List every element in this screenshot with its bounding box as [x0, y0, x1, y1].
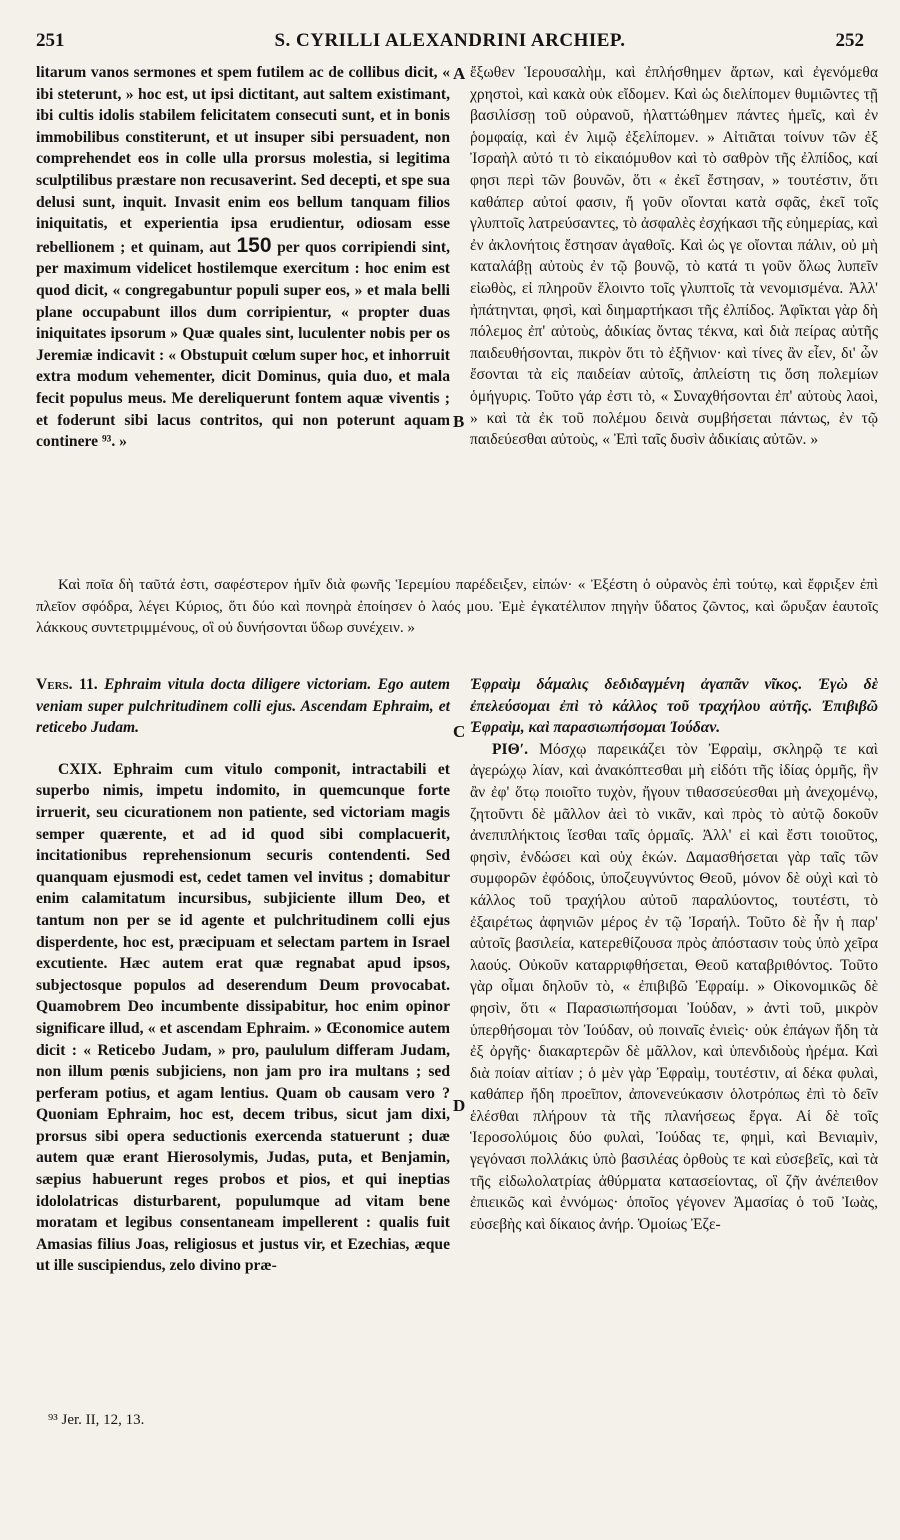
greek-column-top [470, 62, 878, 451]
latin-text-top: litarum vanos sermones et spem futilem ac de collibus dicit, « ibi steterunt, » hoc est, ut ipsi dictitant, aut saltem existimant, ibi cultis idolis stabilem felicitatem consecuti sunt, et in bonis immobilibus constiterunt, et ut insuper sibi persuadent, non comprehendet eos in colle ulla prorsus molestia, si legitima sculptilibus præstare non recusaverint. Sed decepti, et spe sua delusi sunt, inquit. Invasit enim eos bellum tanquam filios iniquitatis, et experientia ipsa erudientur, odiosam esse rebellionem ; et quinam, aut [36, 64, 450, 256]
greek-commentary: Μόσχῳ παρεικάζει τὸν Ἐφραὶμ, σκληρῷ τε καὶ ἀγερώχῳ λίαν, καὶ ἀνακόπτεσθαι μὴ εἰδότι τῆς ἰδίας ὁρμῆς, ἣν ἂν ἐφ' ὅτῳ ποιοῖτο τυχὸν, ἤγουν τιθασσεύεσθαι μὴ ἀνεχομένῳ, ζητοῦντι δὲ μᾶλλον ἀεὶ τὸ νικᾶν, καὶ πρὸς τὸ αὐτῷ δοκοῦν ἀνεπιπλήκτοις ἵεσθαι ταῖς ὁρμαῖς. Ἀλλ' εἰ καὶ ἔστι τοιοῦτος, φησὶν, ἐνδώσει καὶ οὐχ ἑκών. Δαμασθήσεται γὰρ ταῖς τῶν συμφορῶν ἐφόδοις, ὑποζευγνύντος Θεοῦ, μόνον δὲ οὐχὶ καὶ τὸ κάλλος τοῦ τραχήλου αὐτοῦ παραλύοντος, τουτέστι, τὸ ἐξαιρέτως ἀφηνιῶν μέρος ἐν τῷ Ἰσραήλ. Τοῦτο δὲ ἦν ἡ παρ' αὐτοῖς βασιλεία, κατερεθίζουσα πρὸς ἀπόστασιν τοὺς ὑπὸ χεῖρα λαούς. Οὐκοῦν καταρριφθήσεται, Θεοῦ καταβριθόντος. Τοῦτο γὰρ οἶμαι δηλοῦν τὸ, « ἐπιβιβῶ Ἐφραίμ. » Οἰκονομικῶς δὲ φησὶν, ὅτι « Παρασιωπήσομαι Ἰούδαν, » ἀντὶ τοῦ, μικρὸν ὑπερθήσομαι τὸν Ἰούδαν, οὐ ποιναῖς ἐνιεὶς· οὐκ ἐπάγων ἤδη τὰ ἐξ ὀργῆς· διακαρτερῶν δὲ μᾶλλον, καὶ ὑπενδιδοὺς ἠρέμα. Καὶ διὰ ποίαν αἰτίαν ; ὁ μὲν γὰρ Ἐφραὶμ, τουτέστιν, αἱ δέκα φυλαὶ, καθάπερ ἤδη προεῖπον, ἀπονενεύκασιν ὁλοτρόπως ἐπὶ τὸ δεῖν ἑλέσθαι πλήρουν τὰ τῆς πλανήσεως ἔργα. Αἱ δὲ τοῖς Ἱεροσολύμοις δύο φυλαὶ, Ἰούδας τε, φημὶ, καὶ Βενιαμὶν, γεγόνασι πολλάκις ὑπὸ βασιλέας ὀρθοὺς τε καὶ εὐσεβεῖς, καὶ τὰ τῆς εἰδωλολατρίας ἀθύρματα κατασείοντας, οἳ ζῆν ἀνέπειθον ἐπιεικῶς καὶ ἐννόμως· ὁποῖος γέγονεν Ἀμασίας ὁ τοῦ Ἰωὰς, εὐσεβὴς καὶ δίκαιος ἀνήρ. Ὁμοίως Ἐζε- [470, 740, 878, 1233]
latin-column-top [36, 62, 450, 453]
greek-text-top: ἔξωθεν Ἱερουσαλὴμ, καὶ ἐπλήσθημεν ἄρτων, καὶ ἐγενόμεθα χρηστοὶ, καὶ κακὰ οὐκ εἴδομεν. Καὶ ὡς διελίπομεν θυμιῶντες τῇ βασιλίσσῃ τοῦ οὐρανοῦ, ἠλαττώθημεν πάντες ἡμεῖς, καὶ ἐν ῥομφαίᾳ, καὶ ἐν λιμῷ ἐξελίπομεν. » Αἰτιᾶται τοίνυν τῶν ἐξ Ἰσραὴλ αὐτό τι τὸ εἰκαιόμυθον καὶ τὸ σαθρὸν τῆς ἐλπίδος, καί φησι περὶ τῶν βουνῶν, ὅτι « ἐκεῖ ἔστησαν, » τουτέστιν, ὅτι καθάπερ αὐτοί φασιν, ἤ γοῦν οἴονται κατὰ σφᾶς, ἐκεῖ τοῖς γλυπτοῖς λατρεύσαντες, τὸ ἀσφαλὲς ἐσχήκασι τῆς εὐημερίας, καὶ ἐν ἀκλονήτοις ἔστησαν ἀγαθοῖς. Καὶ ὡς γε οἴονται πάλιν, οὐ μὴ καταλάβῃ αὐτοὺς ἐν τῷ βουνῷ, τὸ κατά τι γοῦν ὅλως λυπεῖν εἰωθὸς, εἰ πληροῦν ἕλοιντο τοῖς γλυπτοῖς τὰ νενομισμένα. Ἀλλ' ἠπάτηνται, φησὶ, καὶ διημαρτήκασι τῆς ἐλπίδος. Ἀφῖκται γὰρ δὴ πόλεμος ἐπ' αὐτοὺς, ἀδικίας ὄντας τέκνα, καὶ διὰ πείρας αὐτῆς παιδευθήσονται, πικρὸν ὅτι τὸ ἐξῆνιον· καὶ τίνες ἂν εἶεν, δι' ὧν ἔσονται τὰ εἰς παιδείαν αὐτοῖς, ἀπλείστη τις ὅση πολεμίων ὁμήγυρις. Τοῦτο γάρ ἐστι τὸ, « Συναχθήσονται ἐπ' αὐτοὺς λαοὶ, » καὶ τὰ ἐκ τοῦ πολέμου δεινὰ συμβήσεται πάντως, ἐν τῷ παιδεύεσθαι αὐτοὺς, « Ἐπὶ ταῖς δυσὶν ἀδικίαις αὐτῶν. » [470, 64, 878, 449]
margin-letter-c: C [453, 722, 466, 741]
footnote: ⁹³ Jer. II, 12, 13. [48, 1412, 145, 1428]
margin-letter-b: B [453, 412, 465, 431]
running-title: S. CYRILLI ALEXANDRINI ARCHIEP. [274, 30, 626, 51]
inline-page-number: 150 [236, 233, 272, 257]
latin-text-top-cont: per quos corripiendi sint, per maximum videlicet hostilemque exercitum : hoc enim est quod dicit, « congregabuntur populi super eos, » et mala belli plane occupabunt illos dum corripientur, « propter duas iniquitates ipsorum » Quæ quales sint, luculenter nobis per os Jeremiæ indicavit : « Obstupuit cœlum super hoc, et inhorruit extra modum vehementer, dicit Dominus, quia duo, et mala fecit populus meus. Me dereliquerunt fontem aquæ viventis ; et foderunt sibi lacus contritos, qui non poterunt aquam continere ⁹³. » [36, 238, 450, 451]
verse-latin: Ephraim vitula docta diligere victoriam. Ego autem veniam super pulchritudinem colli ejus. Ascendam Ephraim, et reticebo Judam. [36, 676, 450, 737]
greek-fullwidth-text: Καὶ ποῖα δὴ ταῦτά ἐστι, σαφέστερον ἡμῖν διὰ φωνῆς Ἱερεμίου παρέδειξεν, εἰπών· « Ἐξέστη ὁ οὐρανὸς ἐπὶ τούτῳ, καὶ ἔφριξεν ἐπὶ πλεῖον σφόδρα, λέγει Κύριος, ὅτι δύο καὶ πονηρὰ ἐποίησεν ὁ λαός μου. Ἐμὲ ἐγκατέλιπον πηγὴν ὕδατος ζῶντος, καὶ ὤρυξαν ἑαυτοῖς λάκκους συντετριμμένους, οἳ οὐ δυνήσονται ὕδωρ συνέχειν. » [36, 576, 878, 636]
latin-column-bottom [36, 674, 450, 1277]
page-number-left: 251 [36, 30, 65, 51]
verse-greek: Ἐφραὶμ δάμαλις δεδιδαγμένη ἀγαπᾶν νῖκος. Ἐγὼ δὲ ἐπελεύσομαι ἐπὶ τὸ κάλλος τοῦ τραχήλου αὐτῆς. Ἐπιβιβῶ Ἐφραὶμ, καὶ παρασιωπήσομαι Ἰούδαν. [470, 676, 878, 737]
page-header [36, 30, 864, 56]
verse-label: Vers. 11. [36, 676, 98, 693]
page-number-right: 252 [835, 30, 864, 51]
latin-commentary: Ephraim cum vitulo componit, intractabili et superbo nimis, impetu indomito, in quemcunque forte irruerit, seu cicurationem non patiente, sed victoriam magis semper quærente, et ad id quod sibi complacuerit, incitationibus reprehensionum securis contendenti. Sed quanquam ejusmodi est, cedet tamen vel invitus ; domabitur enim calamitatum incursibus, subjiciente illum Deo, et tantum non per se id agente et pulchritudinem colli ejus disperdente, hoc est, præcipuam et selectam partem in Israel excutiente. Hæc autem erat quæ regnabat apud ipsos, subjectosque populos ad deserendum Deum provocabat. Quamobrem Deo incumbente dissipabitur, hoc enim opinor significare illud, « et ascendam Ephraim. » Œconomice autem dicit : « Reticebo Judam, » pro, paululum differam Judam, non illum pœnis subjiciens, non jam pro ira multans ; sed perferam potius, et agam lentius. Quam ob causam vero ? Quoniam Ephraim, hoc est, decem tribus, sicut jam dixi, prorsus sibi opera seductionis exercenda statuerunt ; duæ autem quæ erant Hierosolymis, Judas, puta, et Benjamin, sæpius habuerunt reges probos et pios, et qui ineptias idololatricas disturbarent, populumque ad vitam bene moratam et legibus consentaneam impellerent : qualis fuit Amasias filius Joas, religiosus et justus vir, et Ezechias, æque ut ille suscipiendus, zelo divino præ- [36, 760, 450, 1275]
latin-section-number: CXIX. [58, 760, 102, 778]
greek-section-number: ΡΙΘʹ. [492, 740, 529, 758]
margin-letter-a: A [453, 64, 466, 83]
margin-letter-d: D [453, 1096, 466, 1115]
greek-fullwidth-passage [36, 574, 878, 639]
greek-column-bottom [470, 674, 878, 1235]
